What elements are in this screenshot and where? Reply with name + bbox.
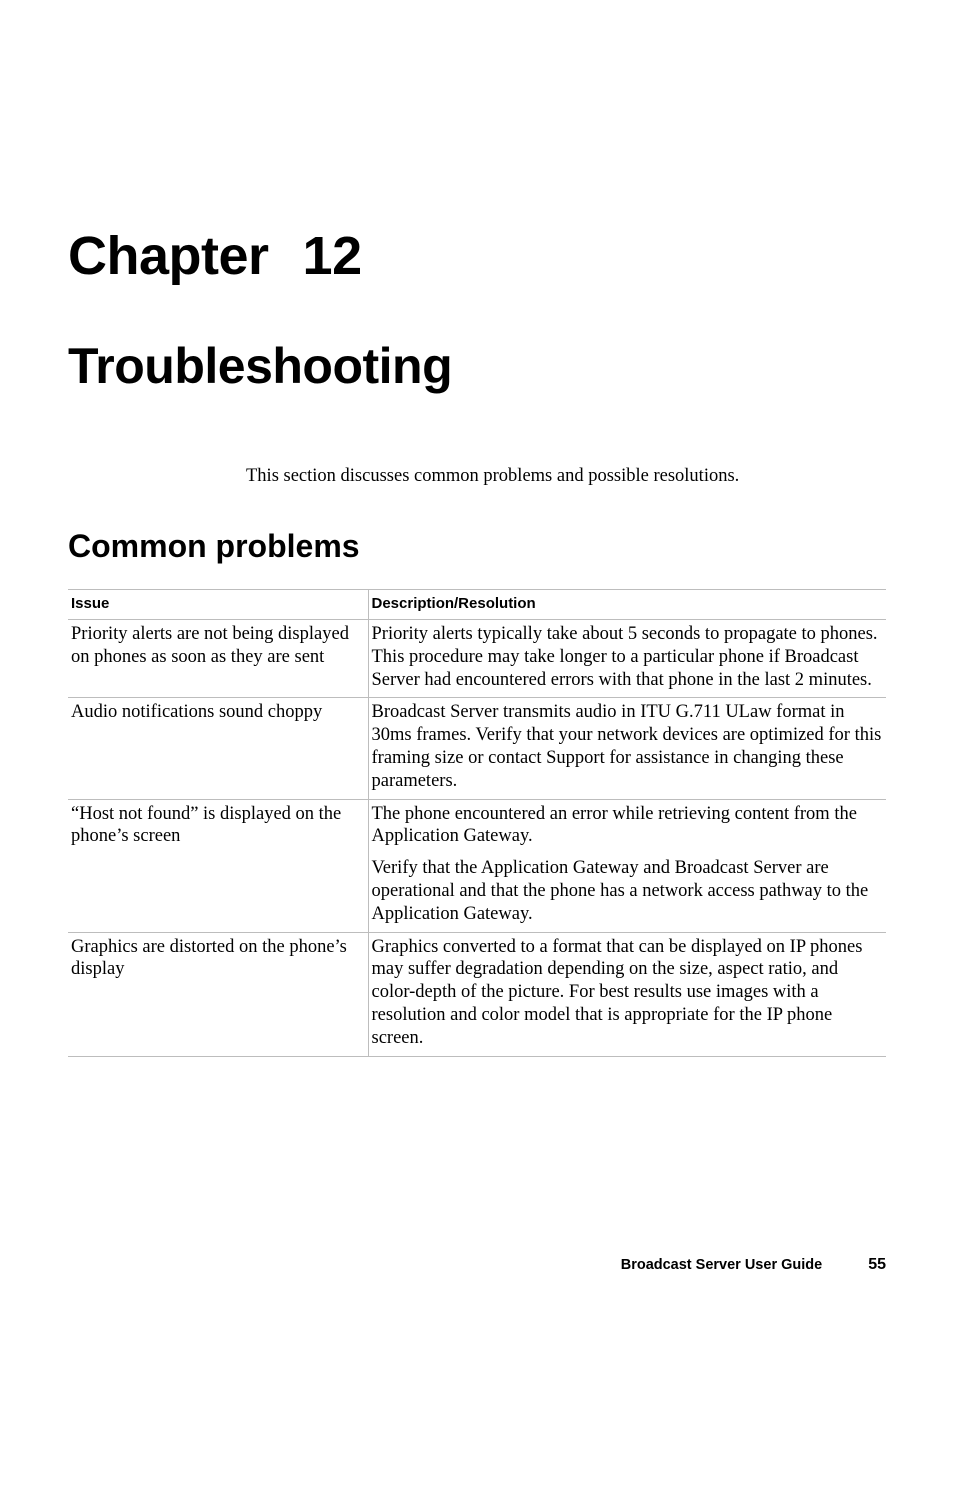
resolution-paragraph: Priority alerts typically take about 5 seconds to propagate to phones. This procedure may take longer to a particular phone if Broadcast Server had encountered errors with that phone in the last 2 minutes. [371,624,878,690]
resolution-cell [368,620,886,698]
table-row [68,799,886,932]
chapter-number: 12 [302,226,362,286]
table-row [68,698,886,799]
resolution-paragraph: Verify that the Application Gateway and Broadcast Server are operational and that the phone has a network access pathway to the Application Gateway. [371,858,869,924]
issue-cell: Graphics are distorted on the phone’s display [68,932,368,1056]
issue-cell: Priority alerts are not being displayed on phones as soon as they are sent [68,620,368,698]
column-header-resolution: Description/Resolution [368,590,886,620]
issue-cell: “Host not found” is displayed on the phone’s screen [68,799,368,932]
resolution-cell [368,698,886,799]
guide-title: Broadcast Server User Guide [620,1257,823,1273]
resolution-cell [368,932,886,1056]
column-header-issue: Issue [68,590,368,620]
resolution-cell [368,799,886,932]
issue-cell: Audio notifications sound choppy [68,698,368,799]
problems-table [68,589,886,1057]
resolution-paragraph: The phone encountered an error while retrieving content from the Application Gateway. [371,803,857,847]
section-heading: Common problems [68,528,360,564]
chapter-title: Troubleshooting [68,338,453,394]
table-row [68,620,886,698]
page-footer [0,1255,886,1275]
intro-paragraph: This section discusses common problems and possible resolutions. [246,466,740,486]
table-header-row [68,590,886,620]
chapter-heading [68,224,362,288]
table-row [68,932,886,1056]
resolution-paragraph: Broadcast Server transmits audio in ITU G.711 ULaw format in 30ms frames. Verify that your network devices are optimized for this framing size or contact Support for assistance in changing these parameters. [371,702,882,791]
page-number: 55 [868,1256,886,1273]
chapter-label: Chapter [68,226,269,286]
resolution-paragraph: Graphics converted to a format that can be displayed on IP phones may suffer degradation depending on the size, aspect ratio, and color-depth of the picture. For best results use images with a resolution and color model that is appropriate for the IP phone screen. [371,936,863,1048]
